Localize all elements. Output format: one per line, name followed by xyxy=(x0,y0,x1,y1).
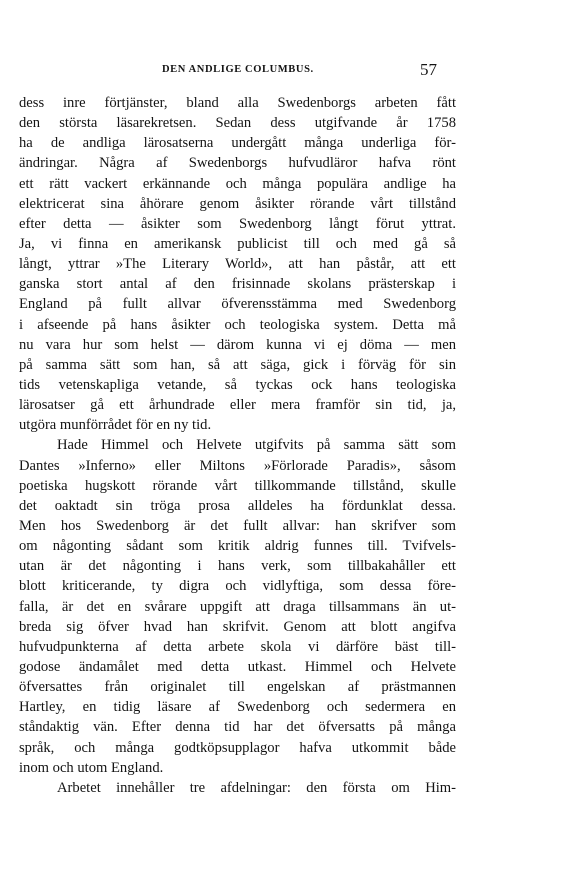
text-line: dess inre förtjänster, bland alla Swedenborgs arbeten fått xyxy=(19,95,456,111)
text-line: Arbetet innehåller tre afdelningar: den första om Him- xyxy=(57,779,456,796)
text-line: Dantes »Inferno» eller Miltons »Förlorade Paradis», såsom xyxy=(19,457,456,474)
text-line: ett rätt vackert erkännande och många populära andlige ha xyxy=(19,175,456,192)
running-head xyxy=(0,62,568,84)
text-line: Ja, vi finna en amerikansk publicist till och med gå så xyxy=(19,235,456,252)
text-line: ha de andliga lärosatserna undergått många underliga för- xyxy=(19,135,456,152)
text-line: falla, är det en svårare uppgift att draga tillsammans än ut- xyxy=(19,598,456,615)
body-text xyxy=(19,93,456,798)
text-line: breda sig öfver hvad han skrifvit. Genom att blott angifva xyxy=(19,618,456,635)
text-line: Hade Himmel och Helvete utgifvits på samma sätt som xyxy=(57,437,456,454)
text-line: poetiska hugskott rörande vårt tillkommande tillstånd, skulle xyxy=(19,477,456,494)
text-line: om någonting sådant som kritik aldrig funnes till. Tvifvels- xyxy=(19,538,456,555)
text-line: elektricerat sina åhörare genom åsikter rörande vårt tillstånd xyxy=(19,195,456,212)
text-line: Men hos Swedenborg är det fullt allvar: han skrifver som xyxy=(19,517,456,534)
text-line: hufvudpunkterna af detta arbete skola vi därföre bäst till- xyxy=(19,638,456,655)
text-line: språk, och många godtköpsupplagor hafva utkommit både xyxy=(19,739,456,756)
text-line: i afseende på hans åsikter och teologiska system. Detta må xyxy=(19,316,456,333)
text-line: ståndaktig vän. Efter denna tid har det öfversatts på många xyxy=(19,719,456,736)
page-number: 57 xyxy=(420,60,437,79)
text-line: tids vetenskapliga vetande, så tyckas ock hans teologiska xyxy=(19,376,456,393)
text-line: inom och utom England. xyxy=(19,759,164,776)
text-line: blott kriticerande, ty digra och vidlyftiga, som dessa före- xyxy=(19,578,456,595)
text-line: utan är det någonting i hans verk, som tillbakahåller ett xyxy=(19,558,456,575)
text-line: England på fullt allvar öfverensstämma med Swedenborg xyxy=(19,296,456,313)
text-line: nu vara hur som helst — därom kunna vi ej döma — men xyxy=(19,336,456,353)
running-title: DEN ANDLIGE COLUMBUS. xyxy=(162,64,314,75)
text-line: på samma sätt som han, så att säga, gick i förväg för sin xyxy=(19,356,456,373)
text-line: utgöra munförrådet för en ny tid. xyxy=(19,417,212,434)
text-line: öfversattes från originalet till engelskan af prästmannen xyxy=(19,679,456,696)
text-line: ganska stort antal af den frisinnade skolans prästerskap i xyxy=(19,276,456,293)
text-line: efter detta — åsikter som Swedenborg långt förut yttrat. xyxy=(19,215,456,232)
text-line: lärosatser gå ett århundrade eller mera framför sin tid, ja, xyxy=(19,397,456,414)
text-line: ändringar. Några af Swedenborgs hufvudläror hafva rönt xyxy=(19,155,456,172)
text-line: långt, yttrar »The Literary World», att han påstår, att ett xyxy=(19,256,456,273)
text-line: det oaktadt sin tröga prosa alldeles ha fördunklat dessa. xyxy=(19,497,456,514)
text-line: den största läsarekretsen. Sedan dess utgifvande år 1758 xyxy=(19,115,456,132)
text-line: Hartley, en tidig läsare af Swedenborg och sedermera en xyxy=(19,699,456,716)
text-line: godose ändamålet med detta utkast. Himmel och Helvete xyxy=(19,658,456,675)
